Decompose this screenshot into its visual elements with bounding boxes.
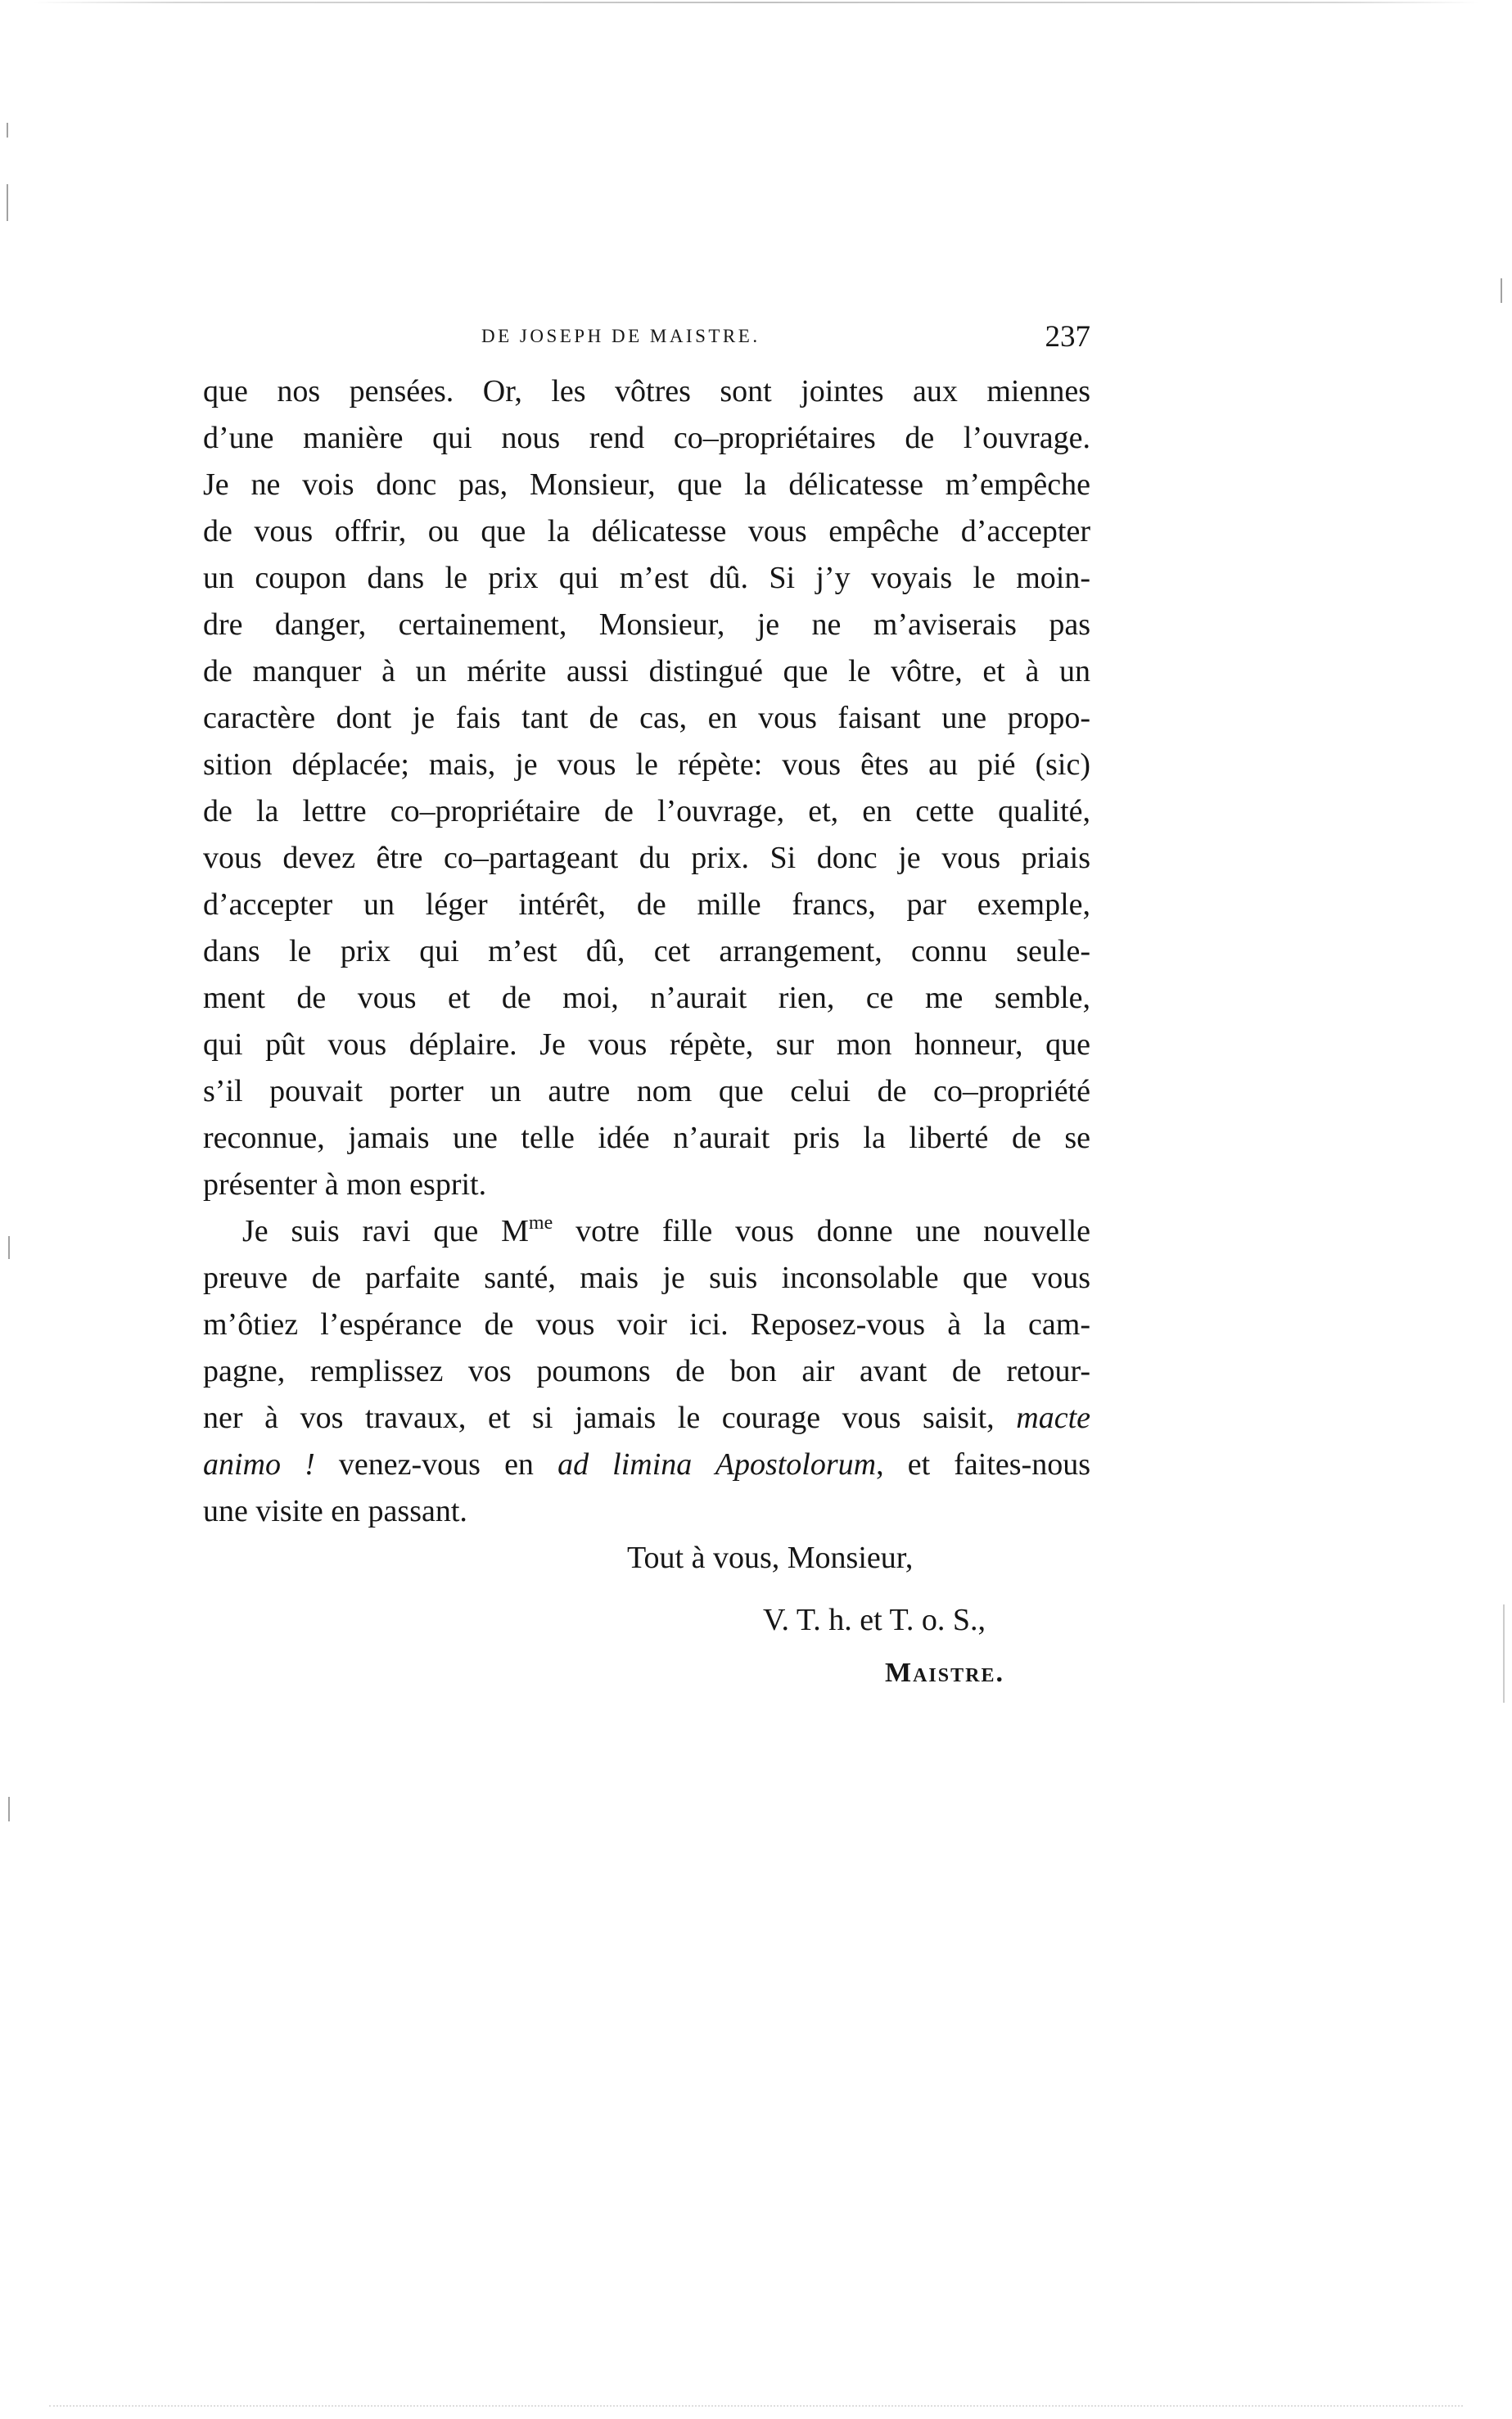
text-line: de la lettre co–propriétaire de l’ouvrage, et, en cette qualité,	[203, 794, 1090, 828]
text-line: sition déplacée; mais, je vous le répète: vous êtes au pié (sic)	[203, 747, 1090, 782]
letter-body	[203, 368, 1090, 1707]
latin-phrase: animo !	[203, 1447, 315, 1482]
left-edge-mark	[7, 184, 8, 221]
text-line: d’une manière qui nous rend co–propriétaires de l’ouvrage.	[203, 421, 1090, 455]
text-line: Je ne vois donc pas, Monsieur, que la délicatesse m’empêche	[203, 467, 1090, 502]
text-line: ment de vous et de moi, n’aurait rien, ce me semble,	[203, 981, 1090, 1015]
page-header	[203, 319, 1090, 359]
paragraph-1	[203, 368, 1090, 1208]
text-line: que nos pensées. Or, les vôtres sont jointes aux miennes	[203, 374, 1090, 408]
bottom-edge-rule	[49, 2405, 1463, 2408]
right-edge-mark	[1501, 278, 1502, 303]
text-line	[203, 1208, 1090, 1255]
text-line: vous devez être co–partageant du prix. Si donc je vous priais	[203, 841, 1090, 875]
text-line: une visite en passant.	[203, 1494, 467, 1528]
text-line: de manquer à un mérite aussi distingué que le vôtre, et à un	[203, 654, 1090, 688]
latin-phrase: ad limina Apostolorum	[557, 1447, 877, 1482]
text-line: s’il pouvait porter un autre nom que celui de co–propriété	[203, 1074, 1090, 1108]
text-line: présenter à mon esprit.	[203, 1167, 487, 1202]
left-edge-mark	[8, 1797, 10, 1821]
text-line: qui pût vous déplaire. Je vous répète, sur mon honneur, que	[203, 1027, 1090, 1062]
left-edge-mark	[8, 1236, 10, 1259]
closing-salutation: Tout à vous, Monsieur,	[627, 1541, 914, 1575]
text-fragment: venez-vous en	[314, 1447, 558, 1482]
closing-block	[203, 1535, 1090, 1707]
text-line: pagne, remplissez vos poumons de bon air avant de retour-	[203, 1354, 1090, 1388]
closing-initials: V. T. h. et T. o. S.,	[763, 1603, 986, 1637]
text-line: caractère dont je fais tant de cas, en vous faisant une propo-	[203, 701, 1090, 735]
text-fragment: votre fille vous donne une nouvelle	[553, 1214, 1090, 1248]
text-fragment: ner à vos travaux, et si jamais le courage vous saisit,	[203, 1401, 1017, 1435]
text-line: d’accepter un léger intérêt, de mille francs, par exemple,	[203, 887, 1090, 922]
paragraph-2	[203, 1208, 1090, 1535]
text-line	[203, 1442, 1090, 1488]
top-edge-rule	[33, 2, 1479, 3]
page-number: 237	[1045, 320, 1090, 354]
text-line: dre danger, certainement, Monsieur, je ne m’aviserais pas	[203, 607, 1090, 642]
running-title: DE JOSEPH DE MAISTRE.	[481, 326, 761, 346]
text-line	[203, 1395, 1090, 1442]
text-line: reconnue, jamais une telle idée n’aurait pris la liberté de se	[203, 1121, 1090, 1155]
text-line: preuve de parfaite santé, mais je suis inconsolable que vous	[203, 1261, 1090, 1295]
text-line: un coupon dans le prix qui m’est dû. Si j’y voyais le moin-	[203, 561, 1090, 595]
latin-phrase: macte	[1016, 1401, 1090, 1435]
text-fragment: , et faites-nous	[876, 1447, 1090, 1482]
left-edge-mark	[7, 123, 8, 138]
superscript-abbreviation: me	[528, 1212, 553, 1234]
signature: Maistre.	[885, 1658, 1004, 1688]
text-line: de vous offrir, ou que la délicatesse vous empêche d’accepter	[203, 514, 1090, 548]
text-fragment: Je suis ravi que M	[242, 1214, 529, 1248]
text-line: m’ôtiez l’espérance de vous voir ici. Reposez-vous à la cam-	[203, 1307, 1090, 1342]
right-edge-mark	[1503, 1604, 1505, 1703]
text-line: dans le prix qui m’est dû, cet arrangement, connu seule-	[203, 934, 1090, 968]
